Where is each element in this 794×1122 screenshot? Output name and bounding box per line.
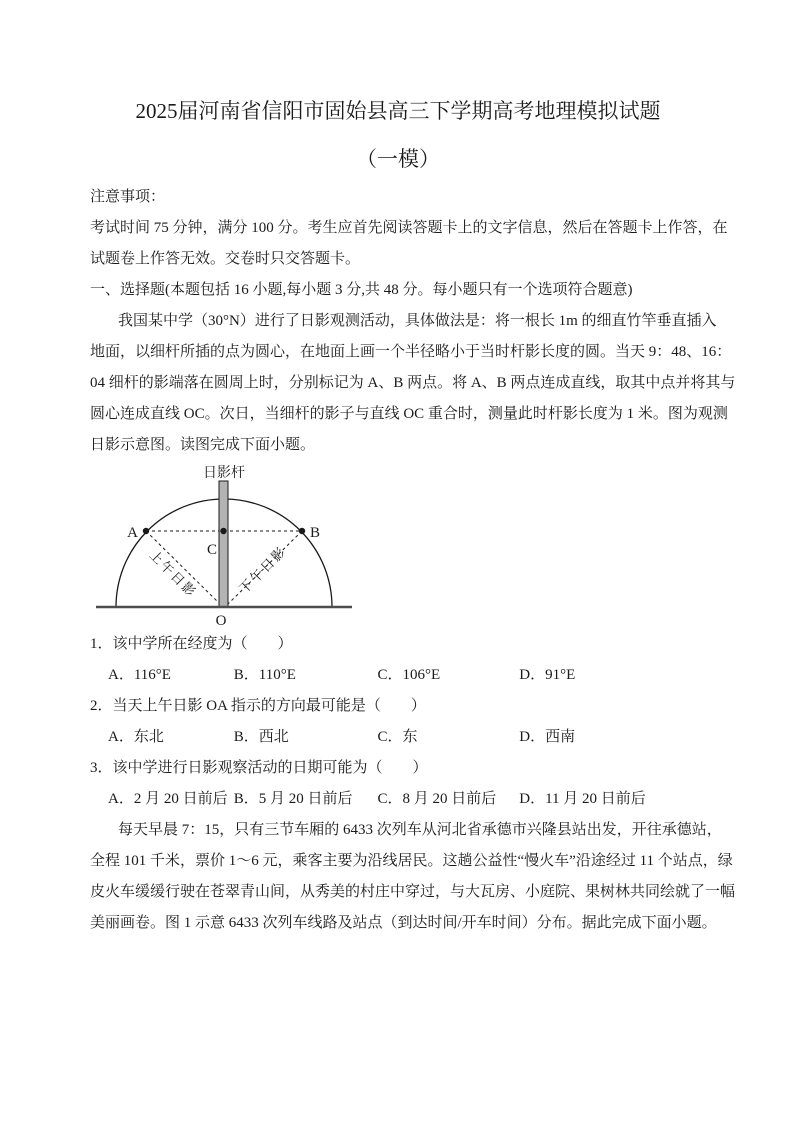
option-a: A．东北 xyxy=(108,729,164,745)
question-3-stem: 3．该中学进行日影观察活动的日期可能为（ ） xyxy=(90,760,428,776)
point-a-dot xyxy=(143,528,149,534)
shadow-observation-figure xyxy=(90,461,706,629)
passage1-line: 圆心连成直线 OC。次日，当细杆的影子与直线 OC 重合时，测量此时杆影长度为 1 米。图为观测 xyxy=(90,406,728,422)
point-c-label: C xyxy=(206,542,218,558)
notice-heading: 注意事项： xyxy=(90,189,166,205)
option-d: D．西南 xyxy=(519,729,576,745)
passage1-line: 04 细杆的影端落在圆周上时，分别标记为 A、B 两点。将 A、B 两点连成直线，取其中点并将其与 xyxy=(90,375,736,391)
passage1-line: 地面，以细杆所插的点为圆心，在地面上画一个半径略小于当时杆影长度的圆。当天 9：48、16： xyxy=(90,344,732,360)
passage2-line: 每天早晨 7：15，只有三节车厢的 6433 次列车从河北省承德市兴隆县站出发，开往承德站， xyxy=(118,822,722,838)
option-b: B．5 月 20 日前后 xyxy=(233,791,353,807)
question-2-stem: 2．当天上午日影 OA 指示的方向最可能是（ ） xyxy=(90,698,426,714)
pole-label: 日影杆 xyxy=(203,466,245,481)
afternoon-shadow-label: 下午日影 xyxy=(236,543,290,597)
option-d: D．91°E xyxy=(519,667,576,683)
question-2-options xyxy=(90,722,706,753)
point-c-dot xyxy=(220,528,226,534)
option-c: C．8 月 20 日前后 xyxy=(377,791,497,807)
option-c: C．106°E xyxy=(377,667,441,683)
point-b-label: B xyxy=(310,525,321,541)
question-1-options xyxy=(90,660,706,691)
shadow-pole xyxy=(219,481,228,607)
passage2-line: 全程 101 千米，票价 1～6 元，乘客主要为沿线居民。这趟公益性“慢火车”沿途经过 11 个站点，绿 xyxy=(90,853,733,869)
notice-line: 试题卷上作答无效。交卷时只交答题卡。 xyxy=(90,251,361,267)
notice-line: 考试时间 75 分钟，满分 100 分。考生应首先阅读答题卡上的文字信息，然后在答题卡上作答，在 xyxy=(90,220,728,236)
morning-shadow-label: 上午日影 xyxy=(146,547,200,601)
option-d: D．11 月 20 日前后 xyxy=(519,791,646,807)
point-o-label: O xyxy=(215,613,227,629)
question-1-stem: 1．该中学所在经度为（ ） xyxy=(90,636,293,652)
option-a: A．116°E xyxy=(108,667,171,683)
option-b: B．110°E xyxy=(233,667,296,683)
exam-title: 2025届河南省信阳市固始县高三下学期高考地理模拟试题 xyxy=(135,99,661,123)
passage2-line: 美丽画卷。图 1 示意 6433 次列车线路及站点（到达时间/开车时间）分布。据此完成下面小题。 xyxy=(90,915,717,931)
point-a-label: A xyxy=(127,525,138,541)
passage2-line: 皮火车缓缓行驶在苍翠青山间，从秀美的村庄中穿过，与大瓦房、小庭院、果树林共同绘就了一幅 xyxy=(90,884,736,900)
shadow-figure-svg xyxy=(90,461,370,629)
exam-subtitle: （一模） xyxy=(356,147,440,171)
option-c: C．东 xyxy=(377,729,418,745)
passage1-line: 日影示意图。读图完成下面小题。 xyxy=(90,437,316,453)
point-b-dot xyxy=(299,528,305,534)
option-b: B．西北 xyxy=(233,729,289,745)
passage1-line: 我国某中学（30°N）进行了日影观测活动，具体做法是：将一根长 1m 的细直竹竿垂直插入 xyxy=(118,313,717,329)
option-a: A．2 月 20 日前后 xyxy=(108,791,228,807)
question-3-options xyxy=(90,784,706,815)
section-heading: 一、选择题(本题包括 16 小题,每小题 3 分,共 48 分。每小题只有一个选项符合题意) xyxy=(90,282,633,298)
